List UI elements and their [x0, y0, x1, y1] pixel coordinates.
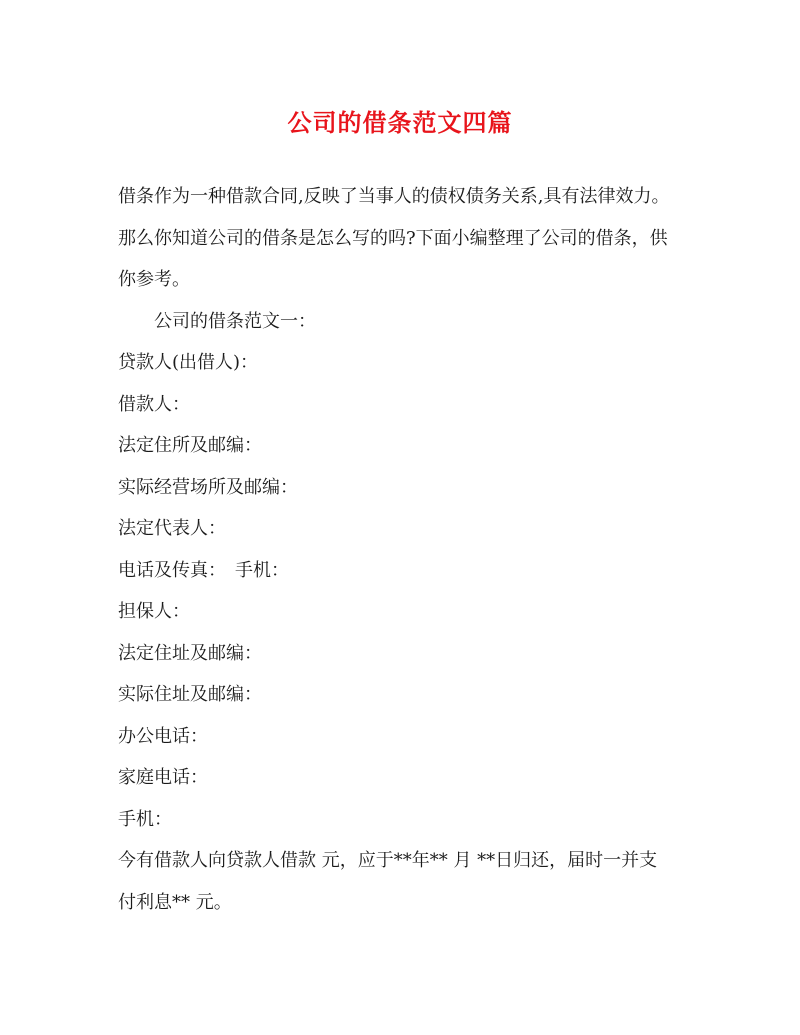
closing-line: 付利息** 元。	[118, 891, 232, 913]
field-borrower: 借款人：	[118, 393, 190, 415]
intro-line: 那么你知道公司的借条是怎么写的吗?下面小编整理了公司的借条，供	[118, 227, 668, 249]
document-title: 公司的借条范文四篇	[287, 108, 513, 137]
field-home-phone: 家庭电话：	[118, 767, 208, 788]
section-heading: 公司的借条范文一：	[154, 310, 316, 332]
field-guarantor-actual-address: 实际住址及邮编：	[118, 684, 262, 705]
field-phone-fax: 电话及传真： 手机：	[118, 559, 289, 581]
intro-line: 你参考。	[118, 269, 190, 290]
field-office-phone: 办公电话：	[118, 725, 208, 747]
intro-line: 借条作为一种借款合同,反映了当事人的债权债务关系,具有法律效力。	[118, 186, 670, 207]
field-legal-representative: 法定代表人：	[118, 518, 226, 539]
closing-line: 今有借款人向贷款人借款 元，应于**年** 月 **日归还，届时一并支	[118, 850, 658, 871]
document-body	[118, 176, 686, 923]
field-legal-address: 法定住所及邮编：	[118, 435, 262, 456]
field-mobile: 手机：	[118, 808, 172, 830]
field-guarantor: 担保人：	[118, 601, 190, 622]
field-lender: 贷款人(出借人)：	[118, 352, 259, 373]
field-guarantor-legal-address: 法定住址及邮编：	[118, 642, 262, 664]
field-business-address: 实际经营场所及邮编：	[118, 476, 298, 498]
